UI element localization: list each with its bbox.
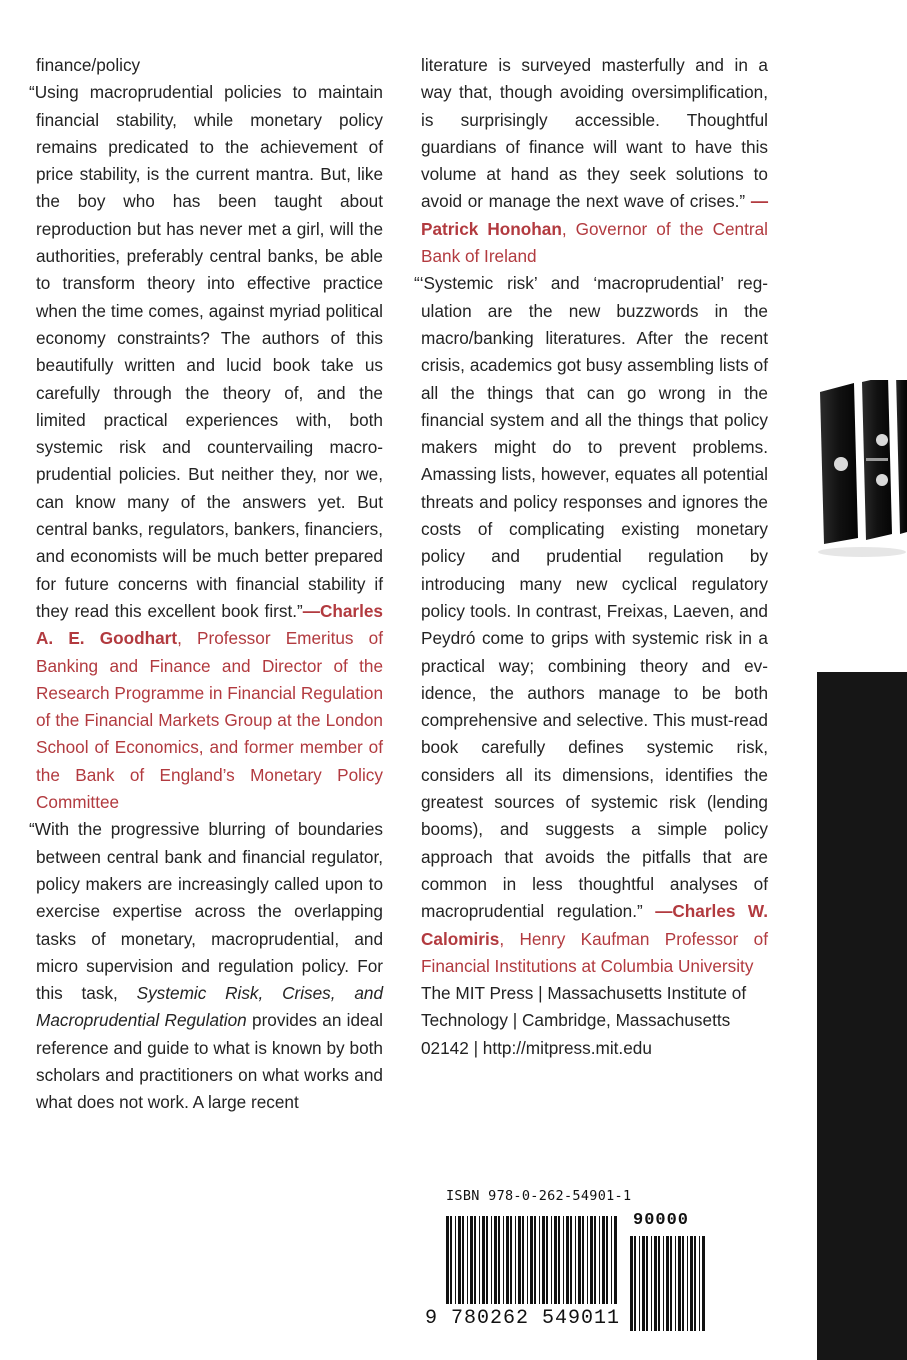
honohan-quote-c: literature is surveyed masterfully and in a way that, though avoiding oversimplification, is surprisingly accessible. Thoughtful guardians of finance will want to have this volume at hand as they seek solutions to avoid or manage the next wave of crises.” [421,55,768,212]
category-label: finance/policy [36,55,141,75]
barcode-bar [594,1216,596,1304]
barcode-bar [455,1216,456,1304]
barcode-bar [534,1216,536,1304]
barcode-bar [462,1216,464,1304]
barcode-bar [678,1236,681,1331]
barcode-bar [590,1216,593,1304]
domino-divider [866,458,888,461]
barcode-bar [467,1216,468,1304]
honohan-quote-a: “With the progressive blurring of boundaries between central bank and financial regulator, policy makers are increasingly called upon to exercise expertise across the overlapping tasks of monetary, macroprudential, and micro supervision and regulation policy. For this task, [29,819,383,1004]
domino-back [896,380,907,534]
right-column [414,52,768,1062]
barcode-bar [651,1236,652,1331]
barcode-bar [702,1236,705,1331]
publisher-info: The MIT Press | Massachusetts Institute of Technology | Cambridge, Massachusetts 02142 | http://mitpress.mit.edu [421,983,747,1058]
cover-dark-strip [817,672,907,1360]
barcode-bar [578,1216,581,1304]
barcode-bar [699,1236,700,1331]
calomiris-blurb [414,270,768,980]
barcode-bar [498,1216,500,1304]
goodhart-quote: “Using macroprudential policies to maintain financial stability, while monetary policy remains predicated to the achievement of price stability, is the current mantra. But, like the boy who has been taught about reproduction but has never met a girl, will the authorities, preferably central banks, be able to transform theory into effective practice when the time comes, against myriad political economy constraints? The authors of this beautifully written and lucid book take us carefully through the theory of, and the limited practical experiences with, both systemic risk and countervailing macroprudential policies. But neither they, nor we, can know many of the answers yet. But central banks, regulators, bankers, financiers, and economists will be much better prepared for future concerns with financial stability if they read this excellent book first.” [29,82,383,621]
domino-pip [834,457,848,471]
honohan-blurb-end [421,52,768,270]
barcode-bar [634,1236,636,1331]
honohan-name: —Patrick Honohan [421,191,768,239]
barcode-bar [666,1236,669,1331]
goodhart-blurb [29,79,384,816]
honohan-blurb-start [29,816,384,1116]
barcode-number: 9 780262 549011 [425,1307,621,1330]
barcode-bar [518,1216,521,1304]
barcode-bar [482,1216,485,1304]
barcode-bar [539,1216,540,1304]
barcode-bar [606,1216,608,1304]
barcode-bar [682,1236,684,1331]
barcode-bar [630,1236,633,1331]
goodhart-title: , Professor Emeritus of Banking and Finance and Director of the Research Programme in Financial Regulation of the Financial Markets Group at the London School of Economics, and former member of the Bank of England’s Monetary Policy Committee [36,628,384,813]
barcode-bar [602,1216,605,1304]
barcode-bar [450,1216,452,1304]
barcode-bar [658,1236,660,1331]
barcode-bar [566,1216,569,1304]
barcode-bar [530,1216,533,1304]
barcode-bar [491,1216,492,1304]
barcode-bar [639,1236,640,1331]
barcode-bar [546,1216,548,1304]
barcode-bar [506,1216,509,1304]
goodhart-name: —Charles A. E. Goodhart [36,600,383,649]
barcode-bar [694,1236,696,1331]
barcode-bar [458,1216,461,1304]
isbn-label: ISBN 978-0-262-54901-1 [446,1188,632,1204]
barcode-bar [614,1216,617,1304]
barcode-bar [663,1236,664,1331]
barcode-bar [551,1216,552,1304]
barcode-bar [494,1216,497,1304]
barcode-bar [670,1236,672,1331]
barcode-block [423,1186,723,1346]
barcode-bar [558,1216,560,1304]
barcode-bar [470,1216,473,1304]
honohan-title: , Governor of the Central Bank of Ireland [421,218,768,267]
domino-shadow [818,547,906,557]
barcode-bar [479,1216,480,1304]
barcode-bar [687,1236,688,1331]
calomiris-quote: “‘Systemic risk’ and ‘macroprudential’ regulation are the new buzzwords in the macro/banking literatures. After the recent crisis, academics got busy assembling lists of all the things that can go wrong in the financial system and all the things that policy makers might do to prevent problems. Amassing lists, however, equates all potential threats and policy responses and ignores the costs of complicating existing monetary policy and prudential regulation by introducing many new cyclical regulatory policy tools. In contrast, Freixas, Laeven, and Peydró come to grips with systemic risk in a practical way; combining theory and evidence, the authors manage to be both comprehensive and selective. This must-read book carefully defines systemic risk, considers all its dimensions, identifies the greatest sources of systemic risk (lending booms), and suggests a simple policy approach that avoids the pitfalls that are common in less thoughtful analyses of macroprudential regulation.” [414,273,768,922]
calomiris-title: , Henry Kaufman Professor of Financial Institutions at Columbia University [421,928,768,976]
price-code: 90000 [633,1211,690,1230]
honohan-book-title: Systemic Risk, Crises, and Macroprudential Regulation [36,983,384,1031]
domino-pip [876,434,888,446]
barcode-bar [486,1216,488,1304]
barcode-bar [587,1216,588,1304]
barcode-bar [570,1216,572,1304]
barcode-bar [575,1216,576,1304]
barcode-bar [515,1216,516,1304]
barcode-bar [563,1216,564,1304]
calomiris-name: —Charles W. Calomiris [421,901,768,949]
barcode-bar [642,1236,645,1331]
barcode-bar [654,1236,657,1331]
barcode-bar [522,1216,524,1304]
barcode-bar [675,1236,676,1331]
domino-image [814,380,907,560]
barcode-bar [527,1216,528,1304]
barcode-bar [542,1216,545,1304]
barcode-bar [582,1216,584,1304]
left-column [29,52,384,1117]
honohan-quote-b: provides an ideal reference and guide to what is known by both scholars and practitioners on what works and what does not work. A large recent [36,1010,383,1113]
barcode-bar [646,1236,648,1331]
barcode-bar [611,1216,612,1304]
barcode-bar [690,1236,693,1331]
barcode-bar [554,1216,557,1304]
domino-pip [876,474,888,486]
barcode-bar [474,1216,476,1304]
barcode-bar [599,1216,600,1304]
barcode-bar [510,1216,512,1304]
barcode-bar [446,1216,449,1304]
barcode-bar [503,1216,504,1304]
